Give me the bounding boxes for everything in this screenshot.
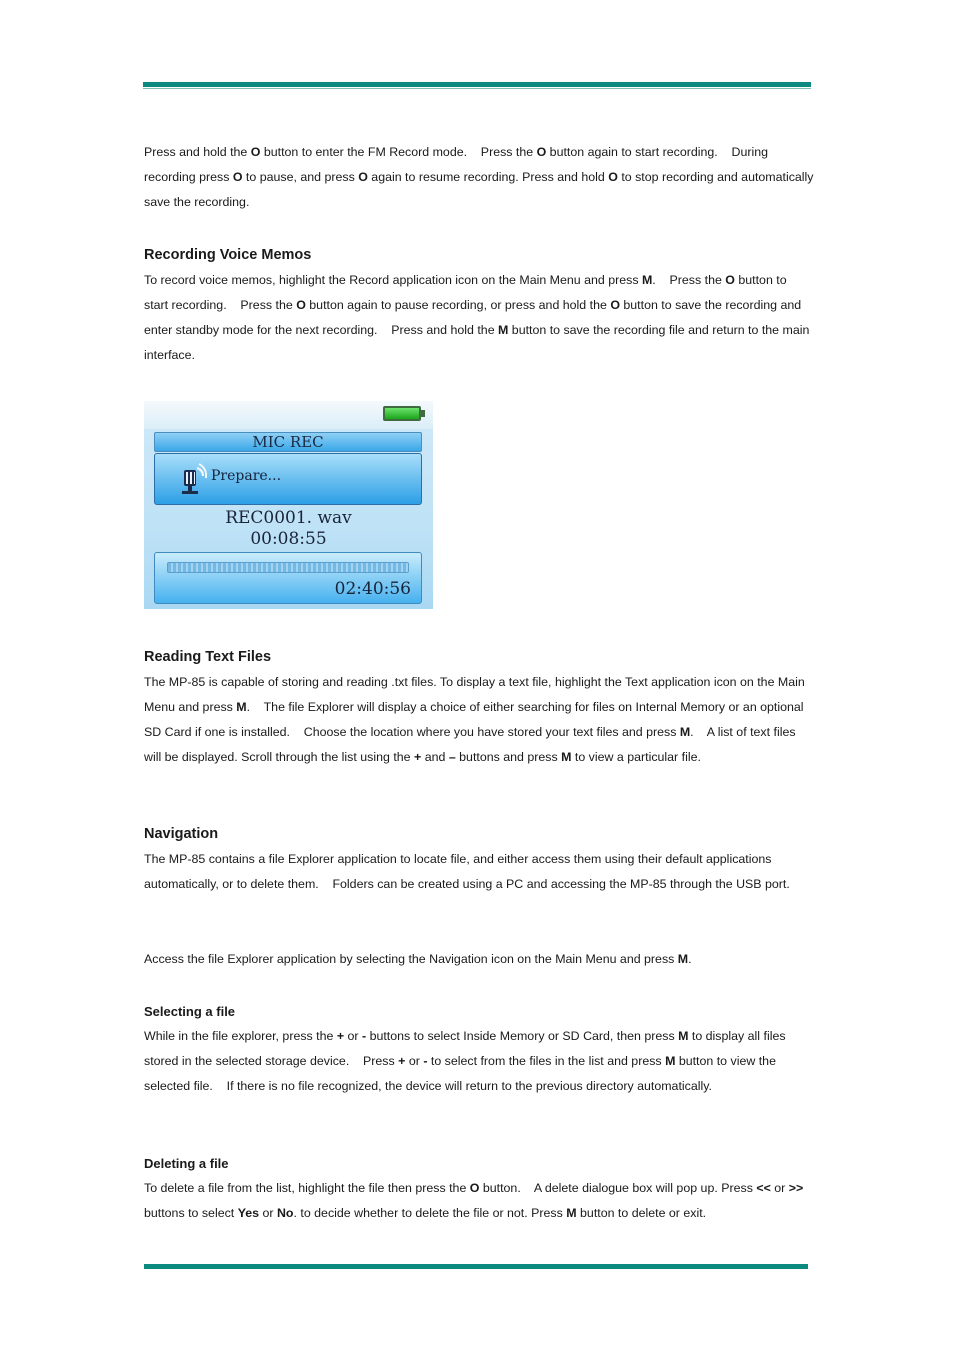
fm-record-paragraph: Press and hold the O button to enter the FM Record mode. Press the O button again to start recording. During recording press O to pause, and press O again to resume recording. Press and hold O to stop recording and automatically save the recording. (144, 145, 814, 209)
selecting-paragraph: While in the file explorer, press the + or - buttons to select Inside Memory or SD Card, then press M to display all files stored in the selected storage device. Press + or - to select from the files in the list and press M button to view the selected file. If there is no file recognized, the device will return to the previous directory automatically. (144, 1029, 786, 1093)
status-panel (154, 453, 422, 505)
elapsed-time: 00:08:55 (250, 529, 327, 549)
progress-bar (167, 562, 409, 573)
screen-title: MIC REC (154, 432, 422, 452)
text-files-heading: Reading Text Files (144, 649, 272, 665)
navigation-paragraph-1: The MP-85 contains a file Explorer application to locate file, and either access them using their default applications automatically, or to delete them. Folders can be created using a PC and accessing the MP-85 through the USB port. (144, 852, 790, 891)
mic-rec-screenshot (144, 401, 433, 609)
footer-rule (144, 1264, 808, 1269)
voice-memos-paragraph: To record voice memos, highlight the Record application icon on the Main Menu and press M. Press the O button to start recording. Press the O button again to pause recording, or press and hold the O button to save the recording and enter standby mode for the next recording. Press and hold the M button to save the recording file and return to the main interface. (144, 273, 810, 362)
progress-panel (154, 552, 422, 604)
header-rule (143, 82, 811, 87)
deleting-heading: Deleting a file (144, 1156, 229, 1171)
navigation-heading: Navigation (144, 826, 219, 842)
recording-filename: REC0001. wav (225, 508, 352, 528)
status-text: Prepare... (211, 468, 282, 484)
deleting-paragraph: To delete a file from the list, highlight the file then press the O button. A delete dialogue box will pop up. Press << or >> buttons to select Yes or No. to decide whether to delete the file or not. Press M button to delete or exit. (144, 1181, 804, 1220)
navigation-paragraph-2: Access the file Explorer application by selecting the Navigation icon on the Main Menu and press M. (144, 952, 692, 966)
selecting-heading: Selecting a file (144, 1004, 236, 1019)
battery-icon (383, 406, 421, 421)
voice-memos-heading: Recording Voice Memos (144, 247, 312, 263)
microphone-icon (175, 462, 207, 496)
header-rule-thin (143, 88, 811, 89)
remaining-time: 02:40:56 (334, 579, 411, 599)
text-files-paragraph: The MP-85 is capable of storing and reading .txt files. To display a text file, highlight the Text application icon on the Main Menu and press M. The file Explorer will display a choice of either searching for files on Internal Memory or an optional SD Card if one is installed. Choose the location where you have stored your text files and press M. A list of text files will be displayed. Scroll through the list using the + and – buttons and press M to view a particular file. (144, 675, 805, 764)
battery-tip (421, 410, 425, 417)
